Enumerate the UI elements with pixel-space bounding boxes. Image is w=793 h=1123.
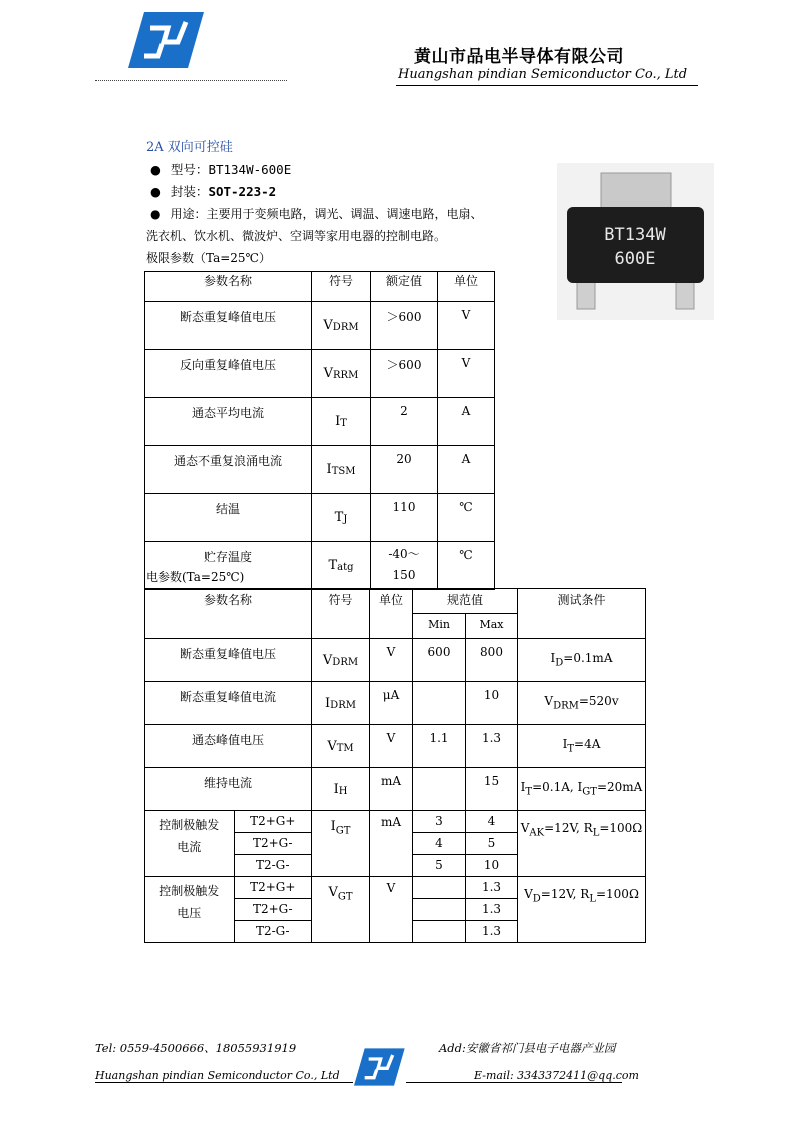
chip-marking-2: 600E	[614, 249, 656, 269]
footer-email: E-mail: 3343372411@qq.com	[474, 1069, 639, 1082]
limits-title: 极限参数（Ta=25℃）	[146, 251, 271, 265]
limits-header-name: 参数名称	[145, 272, 312, 302]
model-value: BT134W-600E	[208, 162, 292, 177]
footer-rule-left	[95, 1082, 353, 1083]
bullet-icon: ●	[150, 162, 161, 177]
table-row: 通态峰值电压 $V_{TM}$ V 1.1 1.3 $I_T=4A$	[145, 725, 646, 768]
header-rule	[396, 85, 698, 86]
table-row: 反向重复峰值电压 $V_{RRM}$ ＞600 V	[145, 350, 495, 398]
company-name-en: Huangshan pindian Semiconductor Co., Ltd	[398, 67, 688, 82]
table-row: 维持电流 $I_H$ mA 15 $I_T=0.1A$, $I_{GT}=20mA$	[145, 768, 646, 811]
table-row: T2-G- 5 10	[145, 855, 646, 877]
table-row: 断态重复峰值电压 $V_{DRM}$ V 600 800 $I_D=0.1mA$	[145, 639, 646, 682]
table-row: 结温 $T_J$ 110 ℃	[145, 494, 495, 542]
usage-line-1: ● 用途：主要用于变频电路，调光、调温、调速电路，电扇、	[150, 207, 483, 221]
sot223-package-icon	[557, 163, 714, 320]
company-name-cn: 黄山市品电半导体有限公司	[414, 47, 624, 67]
footer-rule-right	[406, 1082, 622, 1083]
table-row: 贮存温度 $T_{atg}$ -40～ 150 ℃	[145, 542, 495, 590]
limits-header-unit: 单位	[438, 272, 495, 302]
electrical-title: 电参数(Ta=25℃)	[146, 570, 245, 584]
table-row: T2+G- 1.3	[145, 899, 646, 921]
footer-address: Add:安徽省祁门县电子电器产业园	[439, 1041, 616, 1055]
limits-header-symbol: 符号	[312, 272, 371, 302]
usage-line-2: 洗衣机、饮水机、微波炉、空调等家用电器的控制电路。	[146, 229, 447, 243]
company-logo	[128, 8, 206, 72]
chip-photo	[557, 163, 714, 320]
footer-logo	[354, 1045, 406, 1089]
limits-table	[144, 271, 495, 590]
package-line	[150, 182, 276, 200]
table-row: 断态重复峰值电压 $V_{DRM}$ ＞600 V	[145, 302, 495, 350]
table-row: 控制极触发 电流 T2+G+ $I_{GT}$ mA 3 4 $V_{AK}=12V$, $R_L=100\Omega$	[145, 811, 646, 833]
footer-company: Huangshan pindian Semiconductor Co., Ltd	[95, 1069, 340, 1082]
model-label: 型号：	[170, 162, 209, 177]
bullet-icon: ●	[150, 184, 161, 199]
table-row: 通态不重复浪涌电流 $I_{TSM}$ 20 A	[145, 446, 495, 494]
header-left-rule	[95, 80, 287, 81]
model-line	[150, 160, 291, 178]
product-title: 2A 双向可控硅	[146, 140, 233, 155]
table-row: 通态平均电流 $I_T$ 2 A	[145, 398, 495, 446]
chip-marking-1: BT134W	[604, 225, 666, 245]
package-label: 封装：	[170, 184, 209, 199]
table-row: 断态重复峰值电流 $I_{DRM}$ μA 10 $V_{DRM}=520v$	[145, 682, 646, 725]
bullet-icon: ●	[150, 207, 161, 221]
electrical-table: 参数名称 符号 单位 规范值 测试条件 Min Max 断态重复峰值电压 $V_{DRM}$ V 600 800 $I_D=0.1mA$ 断态重复峰值电流 $I_{DRM}$ μA 10 $V_{DRM}=520v$ 通态峰值电压 $V_{TM}$ V 1.1 1.3 $I_T=4A$ 维持电流 $I_H$ mA 15 $I_T=0.1A$, $I_{GT}=20mA$ 控制极触发 电流 T2+G+ $I_{GT}$ mA 3 4 $V_{AK}=12V$, $R_L=100\Omega$ T2+G- 4 5 T2-G- 5 10 控制极触发 电压 T2+G+ $V_{GT}$ V 1.3 $V_D=12V$, $R_L=100\Omega$ T2+G- 1.3 T2-G- 1.3	[144, 588, 646, 943]
package-value: SOT-223-2	[208, 184, 277, 199]
table-row: T2+G- 4 5	[145, 833, 646, 855]
table-row: 控制极触发 电压 T2+G+ $V_{GT}$ V 1.3 $V_D=12V$, $R_L=100\Omega$	[145, 877, 646, 899]
footer-tel: Tel: 0559-4500666、18055931919	[95, 1041, 297, 1055]
limits-header-rating: 额定值	[371, 272, 438, 302]
table-row: T2-G- 1.3	[145, 921, 646, 943]
